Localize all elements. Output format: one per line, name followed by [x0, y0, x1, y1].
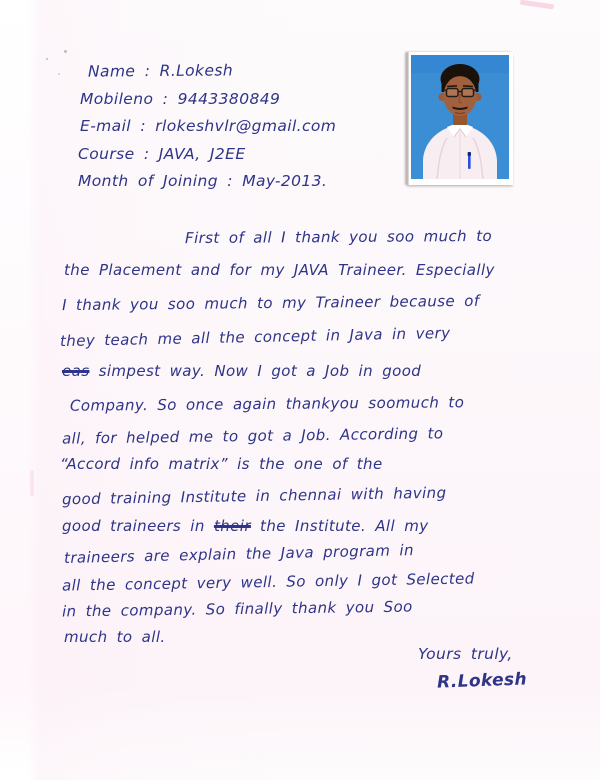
letter-line — [62, 292, 480, 314]
student-passport-photo — [407, 52, 513, 185]
line-text: much to all. — [64, 628, 166, 646]
crossed-out-word: eas — [62, 362, 90, 380]
paper-speck — [46, 58, 48, 60]
letter-line — [62, 484, 447, 509]
line-text: I thank you soo much to my Traineer because of — [61, 291, 480, 315]
student-photo-image — [407, 52, 513, 185]
scan-artifact-mark — [30, 470, 34, 496]
signature: R.Lokesh — [436, 669, 528, 693]
scan-artifact-mark — [520, 0, 554, 9]
letter-line — [60, 324, 451, 350]
line-text: Company. So once again thankyou soomuch to — [69, 393, 465, 415]
letter-line — [64, 628, 166, 646]
line-text: all the concept very well. So only I got Selected — [61, 569, 475, 595]
letter-line — [70, 393, 464, 414]
letter-line — [64, 261, 495, 279]
letter-line — [62, 569, 475, 594]
line-text: simpest way. Now I got a Job in good — [89, 362, 422, 380]
line-text: First of all I thank you soo much to — [184, 226, 493, 248]
line-text: they teach me all the concept in Java in very — [59, 323, 451, 351]
name-field-line: Name : R.Lokesh — [87, 61, 234, 81]
paper-speck — [58, 73, 60, 75]
line-text: in the company. So finally thank you Soo — [61, 597, 413, 621]
letter-line — [62, 517, 429, 535]
letter-line — [60, 455, 383, 473]
paper-speck — [64, 50, 67, 53]
mobile-field-line: Mobileno : 9443380849 — [80, 90, 281, 108]
letter-line — [64, 541, 414, 567]
line-text: all, for helped me to got a Job. According to — [61, 424, 444, 448]
line-text: good traineers in — [62, 517, 214, 535]
course-field-line: Course : JAVA, J2EE — [78, 145, 246, 163]
letter-line — [62, 598, 413, 621]
line-text: the Placement and for my JAVA Traineer. Especially — [64, 261, 495, 279]
crossed-out-word: their — [213, 517, 251, 535]
valediction: Yours truly, — [418, 645, 513, 663]
line-text: traineers are explain the Java program in — [63, 541, 415, 567]
line-text: the Institute. All my — [250, 517, 429, 535]
line-text: “Accord info matrix” is the one of the — [60, 455, 383, 473]
letter-line — [62, 362, 421, 380]
joining-month-field-line: Month of Joining : May-2013. — [78, 172, 328, 190]
letter-line — [62, 424, 444, 447]
email-field-line: E-mail : rlokeshvlr@gmail.com — [80, 117, 337, 135]
letter-line — [185, 227, 492, 247]
line-text: good training Institute in chennai with having — [61, 483, 447, 509]
